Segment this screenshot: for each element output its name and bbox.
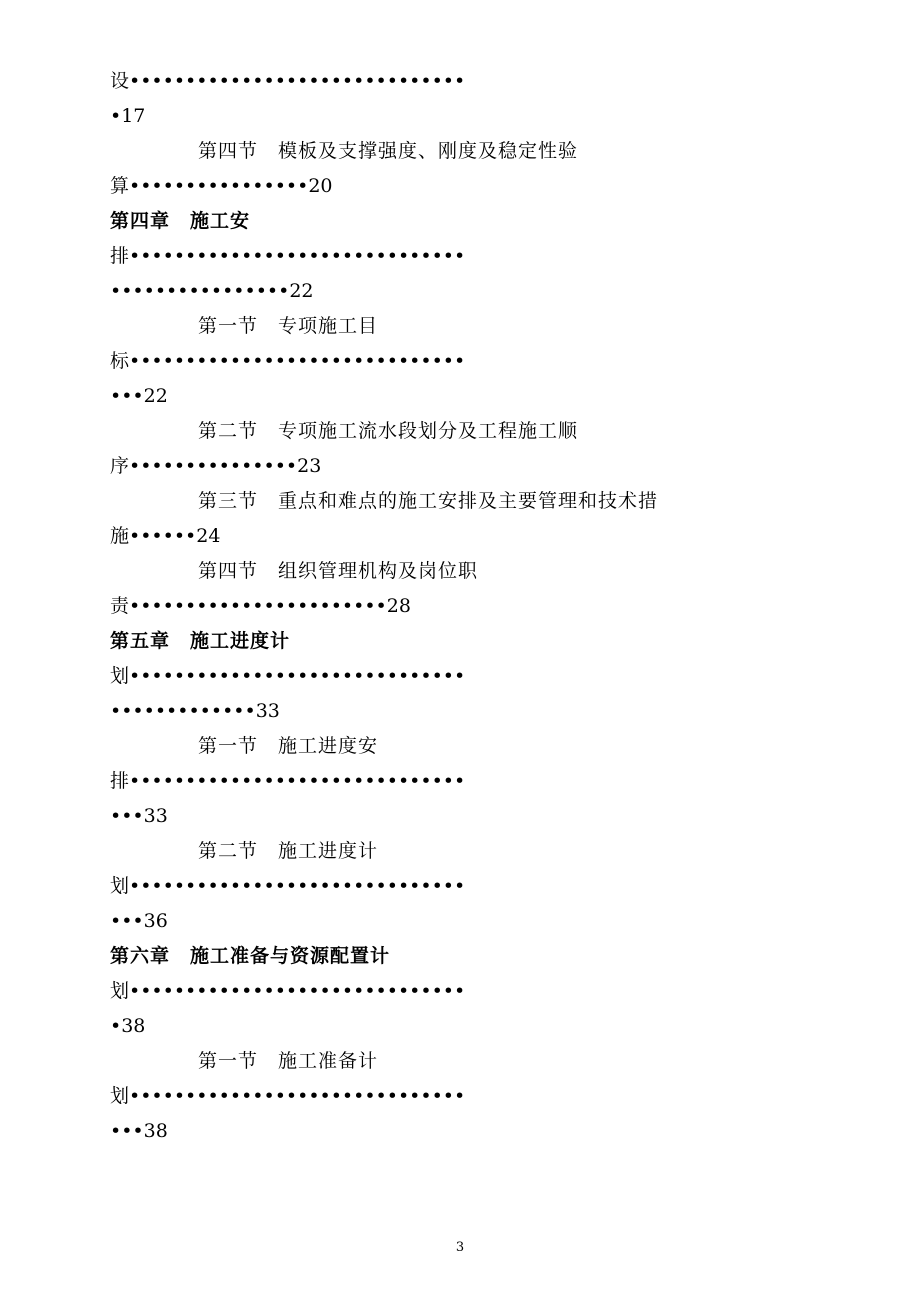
toc-section-title: 第三节 重点和难点的施工安排及主要管理和技术措 (198, 490, 659, 512)
toc-line: 施••••••24 (110, 525, 221, 547)
toc-chapter-title: 第四章 施工安 (110, 210, 251, 232)
toc-line: •38 (110, 1015, 146, 1037)
toc-line: ••••••••••••••••22 (110, 280, 314, 302)
table-of-contents (110, 64, 800, 1149)
toc-line: •17 (110, 105, 146, 127)
page-number: 3 (455, 1240, 465, 1255)
toc-line: •••33 (110, 805, 168, 827)
toc-line: •••••••••••••33 (110, 700, 280, 722)
toc-line: •••22 (110, 385, 168, 407)
toc-chapter-title: 第六章 施工准备与资源配置计 (110, 945, 391, 967)
toc-line: 划•••••••••••••••••••••••••••••• (110, 875, 466, 897)
toc-chapter-title: 第五章 施工进度计 (110, 630, 291, 652)
toc-line: 算••••••••••••••••20 (110, 175, 333, 197)
toc-line: 排•••••••••••••••••••••••••••••• (110, 770, 466, 792)
toc-line: •••36 (110, 910, 168, 932)
toc-line: 责•••••••••••••••••••••••28 (110, 595, 411, 617)
toc-line: 划•••••••••••••••••••••••••••••• (110, 980, 466, 1002)
toc-section-title: 第四节 模板及支撑强度、刚度及稳定性验 (198, 140, 579, 162)
toc-section-title: 第四节 组织管理机构及岗位职 (198, 560, 479, 582)
toc-line: 标•••••••••••••••••••••••••••••• (110, 350, 466, 372)
toc-section-title: 第一节 专项施工目 (198, 315, 379, 337)
toc-section-title: 第一节 施工准备计 (198, 1050, 379, 1072)
toc-section-title: 第一节 施工进度安 (198, 735, 379, 757)
toc-line: 划•••••••••••••••••••••••••••••• (110, 1085, 466, 1107)
toc-line: 序•••••••••••••••23 (110, 455, 322, 477)
toc-section-title: 第二节 专项施工流水段划分及工程施工顺 (198, 420, 579, 442)
toc-line: •••38 (110, 1120, 168, 1142)
toc-line: 划•••••••••••••••••••••••••••••• (110, 665, 466, 687)
toc-line: 设•••••••••••••••••••••••••••••• (110, 70, 466, 92)
toc-line: 排•••••••••••••••••••••••••••••• (110, 245, 466, 267)
toc-section-title: 第二节 施工进度计 (198, 840, 379, 862)
